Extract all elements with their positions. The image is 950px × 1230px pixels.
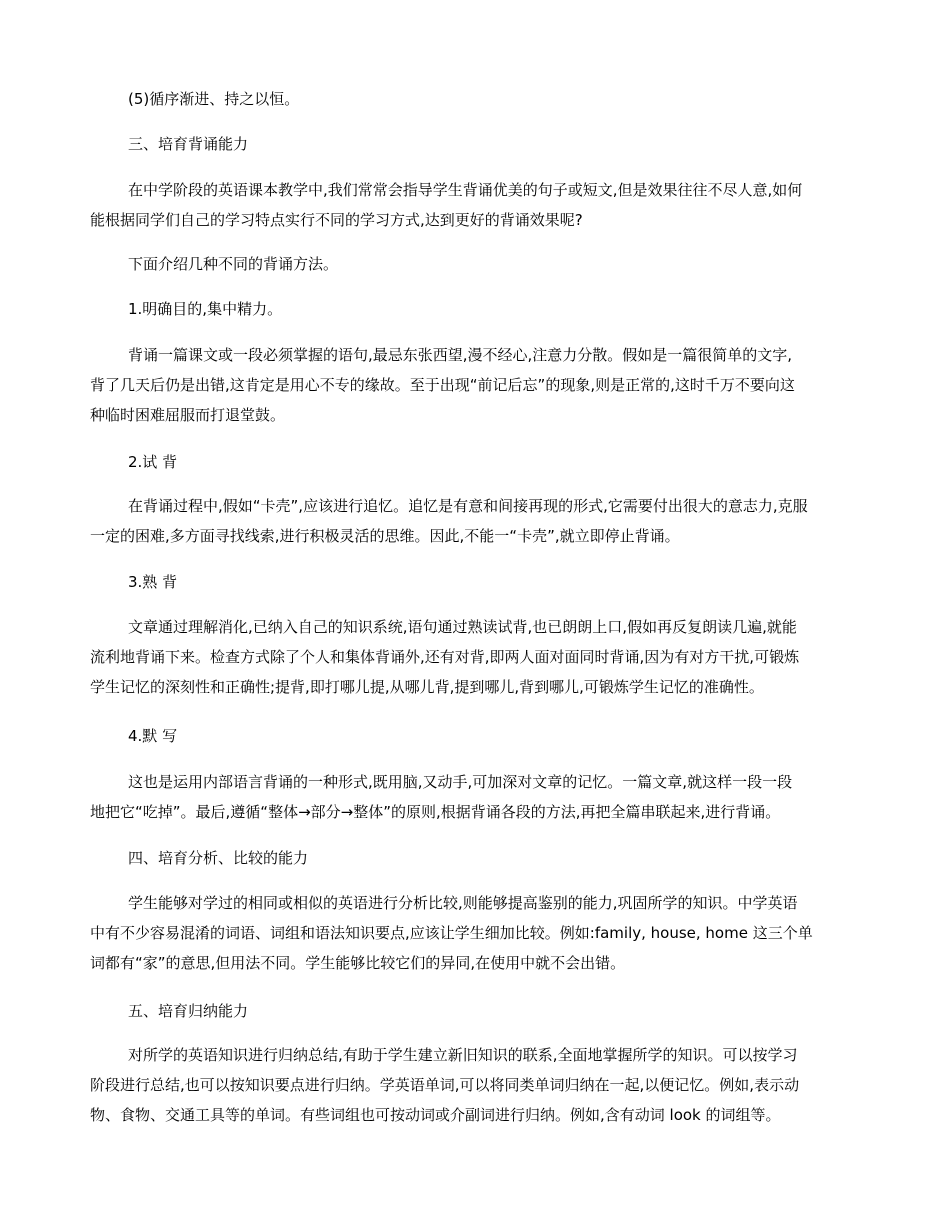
- heading-section-5: [90, 996, 860, 1026]
- heading-section-4: [90, 843, 860, 873]
- paragraph-section-4: [90, 888, 860, 978]
- subheading-method-1: [90, 294, 860, 324]
- paragraph-methods-intro: [90, 249, 860, 279]
- subheading-method-3: [90, 567, 860, 597]
- subheading-text: 1.明确目的,集中精力。: [128, 300, 283, 318]
- text-line: 阶段进行总结,也可以按知识要点进行归纳。学英语单词,可以将同类单词归纳在一起,以便记忆。例如,表示动: [90, 1076, 800, 1094]
- paragraph-section-5: [90, 1040, 860, 1130]
- text-line: 词都有“家”的意思,但用法不同。学生能够比较它们的异同,在使用中就不会出错。: [90, 954, 626, 972]
- heading-text: 五、培育归纳能力: [128, 1002, 249, 1020]
- text-line: (5)循序渐进、持之以恒。: [128, 90, 300, 108]
- text-line: 地把它“吃掉”。最后,遵循“整体→部分→整体”的原则,根据背诵各段的方法,再把全篇串联起来,进行背诵。: [90, 803, 781, 821]
- subheading-text: 2.试 背: [128, 453, 178, 471]
- heading-text: 四、培育分析、比较的能力: [128, 849, 309, 867]
- heading-text: 三、培育背诵能力: [128, 135, 249, 153]
- paragraph-intro-recitation: [90, 175, 860, 235]
- text-line: 文章通过理解消化,已纳入自己的知识系统,语句通过熟读试背,也已朗朗上口,假如再反复朗读几遍,就能: [128, 618, 797, 636]
- text-line: 流利地背诵下来。检查方式除了个人和集体背诵外,还有对背,即两人面对面同时背诵,因为有对方干扰,可锻炼: [90, 648, 800, 666]
- text-line: 学生能够对学过的相同或相似的英语进行分析比较,则能够提高鉴别的能力,巩固所学的知识。中学英语: [128, 894, 798, 912]
- text-line: 这也是运用内部语言背诵的一种形式,既用脑,又动手,可加深对文章的记忆。一篇文章,就这样一段一段: [128, 773, 793, 791]
- subheading-method-4: [90, 721, 860, 751]
- paragraph-method-3: [90, 612, 860, 702]
- text-line: 中有不少容易混淆的词语、词组和语法知识要点,应该让学生细加比较。例如:family, house, home 这三个单: [90, 924, 813, 942]
- text-line: 对所学的英语知识进行归纳总结,有助于学生建立新旧知识的联系,全面地掌握所学的知识。可以按学习: [128, 1046, 798, 1064]
- subheading-text: 4.默 写: [128, 727, 178, 745]
- text-line: 种临时困难屈服而打退堂鼓。: [90, 406, 286, 424]
- paragraph-step-5: [90, 84, 860, 114]
- subheading-text: 3.熟 背: [128, 573, 178, 591]
- text-line: 物、食物、交通工具等的单词。有些词组也可按动词或介副词进行归纳。例如,含有动词 look 的词组等。: [90, 1106, 781, 1124]
- text-line: 一定的困难,多方面寻找线索,进行积极灵活的思维。因此,不能一“卡壳”,就立即停止背诵。: [90, 527, 680, 545]
- text-line: 背诵一篇课文或一段必须掌握的语句,最忌东张西望,漫不经心,注意力分散。假如是一篇很简单的文字,: [128, 346, 793, 364]
- text-line: 能根据同学们自己的学习特点实行不同的学习方式,达到更好的背诵效果呢?: [90, 211, 583, 229]
- text-line: 背了几天后仍是出错,这肯定是用心不专的缘故。至于出现“前记后忘”的现象,则是正常的,这时千万不要向这: [90, 376, 795, 394]
- text-line: 学生记忆的深刻性和正确性;提背,即打哪儿提,从哪儿背,提到哪儿,背到哪儿,可锻炼学生记忆的准确性。: [90, 678, 764, 696]
- text-line: 在中学阶段的英语课本教学中,我们常常会指导学生背诵优美的句子或短文,但是效果往往不尽人意,如何: [128, 181, 803, 199]
- paragraph-method-2: [90, 491, 860, 551]
- subheading-method-2: [90, 447, 860, 477]
- text-line: 下面介绍几种不同的背诵方法。: [128, 255, 339, 273]
- paragraph-method-4: [90, 767, 860, 827]
- heading-section-3: [90, 129, 860, 159]
- text-line: 在背诵过程中,假如“卡壳”,应该进行追忆。追忆是有意和间接再现的形式,它需要付出很大的意志力,克服: [128, 497, 808, 515]
- paragraph-method-1: [90, 340, 860, 430]
